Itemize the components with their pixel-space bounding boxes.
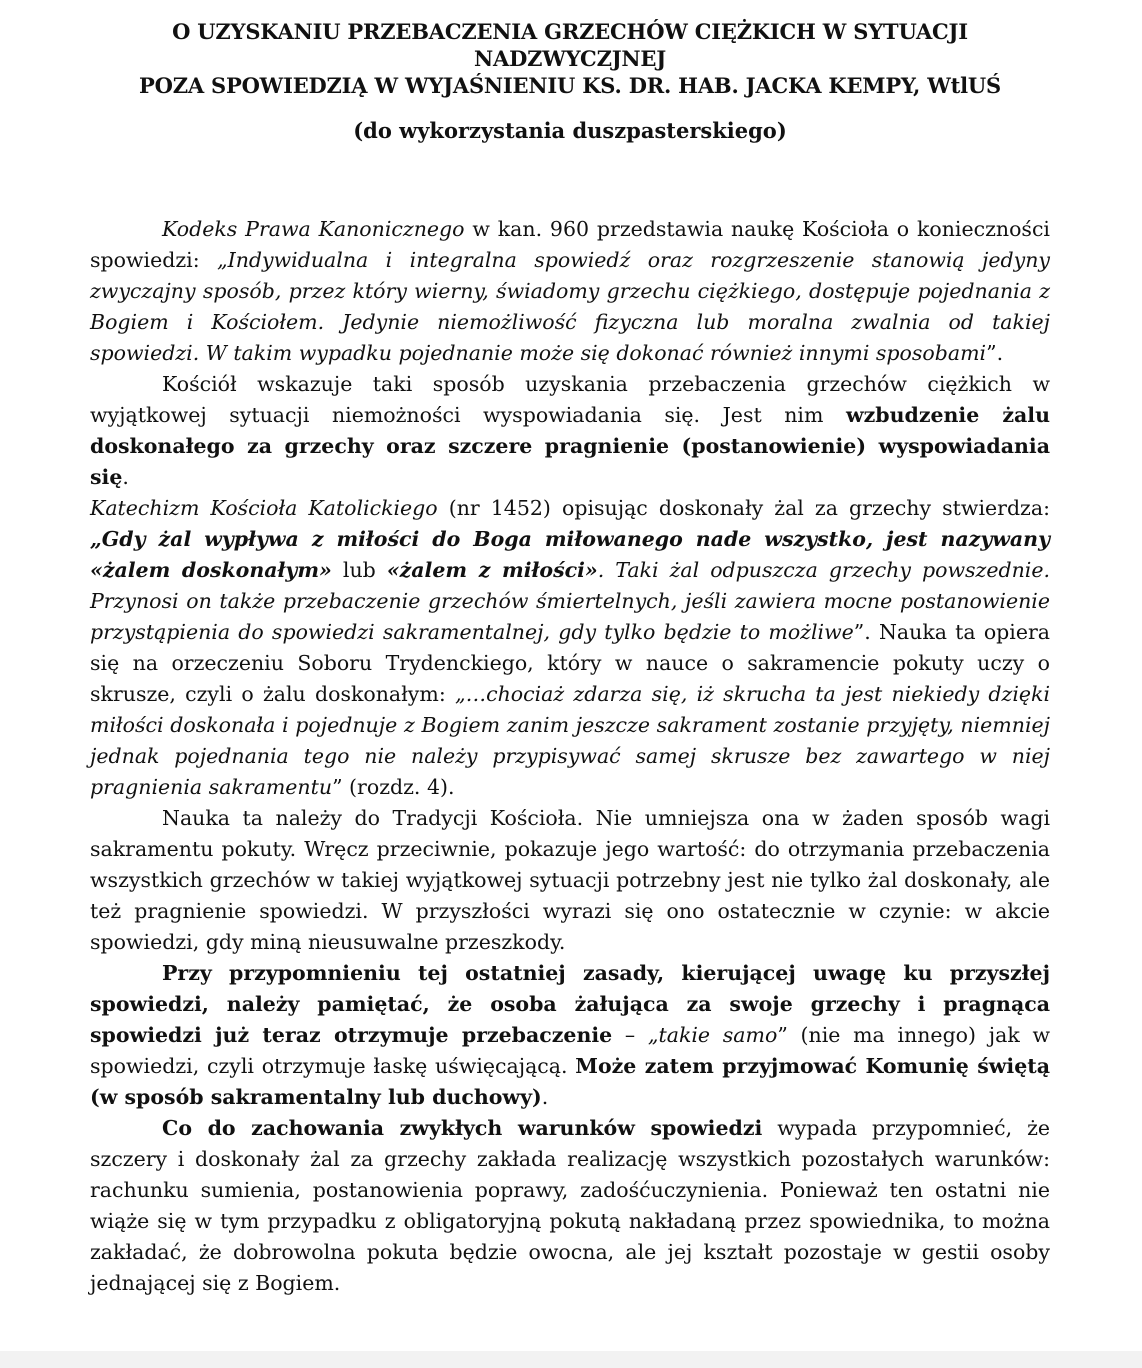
emphasis-perfect-contrition: wzbudzenie żalu doskonałego za grzechy oraz szczere pragnienie (postanowienie) wyspowiadania się	[90, 403, 1050, 489]
catechism-quote-bold: „Gdy żal wypływa z miłości do Boga miłowanego nade wszystko, jest nazywany «żalem doskonałym»	[90, 527, 1050, 582]
paragraph-catechism	[90, 493, 1050, 803]
emphasis-communion: Może zatem przyjmować Komunię świętą (w sposób sakramentalny lub duchowy)	[90, 1054, 1050, 1109]
text-span: Kościół wskazuje taki sposób uzyskania przebaczenia grzechów ciężkich w wyjątkowej sytuacji niemożności wyspowiadania się. Jest nim	[90, 372, 1050, 427]
text-span: ” (nie ma innego) jak w spowiedzi, czyli otrzymuje łaskę uświęcającą.	[90, 1023, 1050, 1078]
document-page	[90, 18, 1050, 1299]
canon-quote: „Indywidualna i integralna spowiedź oraz rozgrzeszenie stanowią jedyny zwyczajny sposób, przez który wierny, świadomy grzechu ciężkiego, dostępuje pojednania z Bogiem i Kościołem. Jedynie niemożliwość fizyczna lub moralna zwalnia od takiej spowiedzi. W takim wypadku pojednanie może się dokonać również innymi sposobami	[90, 248, 1051, 365]
text-span: .	[541, 1085, 549, 1109]
text-span: (nr 1452) opisując doskonały żal za grzechy stwierdza:	[437, 496, 1050, 520]
text-span: lub	[331, 558, 387, 582]
document-body	[90, 214, 1050, 1299]
text-span: Nauka ta należy do Tradycji Kościoła. Nie umniejsza ona w żaden sposób wagi sakramentu pokuty. Wręcz przeciwnie, pokazuje jego wartość: do otrzymania przebaczenia wszystkich grzechów w takiej wyjątkowej sytuacji potrzebny jest nie tylko żal doskonały, ale też pragnienie spowiedzi. W przyszłości wyrazi się ono ostatecznie w czynie: w akcie spowiedzi, gdy miną nieusuwalne przeszkody.	[90, 806, 1050, 954]
emphasis-conditions: Co do zachowania zwykłych warunków spowiedzi	[162, 1116, 763, 1140]
same-quote: „takie samo	[647, 1023, 778, 1047]
code-title: Kodeks Prawa Kanonicznego	[162, 217, 465, 241]
document-title-line-1: O UZYSKANIU PRZEBACZENIA GRZECHÓW CIĘŻKICH W SYTUACJI NADZWYCZJNEJ	[172, 19, 968, 71]
paragraph-conditions	[90, 1113, 1050, 1299]
catechism-quote-cont: . Taki żal odpuszcza grzechy powszednie. Przynosi on także przebaczenie grzechów śmiertelnych, jeśli zawiera mocne postanowienie przystąpienia do spowiedzi sakramentalnej, gdy tylko będzie to możliwe	[90, 558, 1051, 644]
page-bottom-edge	[0, 1351, 1142, 1368]
document-title-line-2: POZA SPOWIEDZIĄ W WYJAŚNIENIU KS. DR. HAB. JACKA KEMPY, WtlUŚ	[139, 73, 1001, 98]
paragraph-church-indicates	[90, 369, 1050, 493]
text-span: wypada przypomnieć, że szczery i doskonały żal za grzechy zakłada realizację wszystkich pozostałych warunków: rachunku sumienia, postanowienia poprawy, zadośćuczynienia. Ponieważ ten ostatni nie wiąże się w tym przypadku z obligatoryjną pokutą nakładaną przez spowiednika, to można zakładać, że dobrowolna pokuta będzie owocna, ale jej kształt pozostaje w gestii osoby jednającej się z Bogiem.	[90, 1116, 1051, 1295]
paragraph-tradition	[90, 803, 1050, 958]
paragraph-canon-law	[90, 214, 1050, 369]
catechism-title: Katechizm Kościoła Katolickiego	[90, 496, 438, 520]
text-span: ” (rozdz. 4).	[332, 775, 455, 799]
document-subtitle: (do wykorzystania duszpasterskiego)	[353, 118, 787, 143]
text-span: –	[612, 1023, 648, 1047]
paragraph-reminder	[90, 958, 1050, 1113]
text-span: .	[122, 465, 129, 489]
trent-quote: „…chociaż zdarza się, iż skrucha ta jest niekiedy dzięki miłości doskonała i pojednuje z Bogiem zanim jeszcze sakrament zostanie przyjęty, niemniej jednak pojednania tego nie należy przypisywać samej skrusze bez zawartego w niej pragnienia sakramentu	[90, 682, 1050, 799]
document-header	[90, 18, 1050, 144]
text-span: ”.	[986, 341, 1004, 365]
love-contrition-bold: «żalem z miłości»	[386, 558, 598, 582]
text-span: ”. Nauka ta opiera się na orzeczeniu Soboru Trydenckiego, który w nauce o sakramencie pokuty uczy o skrusze, czyli o żalu doskonałym:	[90, 620, 1051, 706]
emphasis-forgiveness: Przy przypomnieniu tej ostatniej zasady, kierującej uwagę ku przyszłej spowiedzi, należy pamiętać, że osoba żałująca za swoje grzechy i pragnąca spowiedzi już teraz otrzymuje przebaczenie	[90, 961, 1050, 1047]
text-span: w kan. 960 przedstawia naukę Kościoła o konieczności spowiedzi:	[90, 217, 1050, 272]
